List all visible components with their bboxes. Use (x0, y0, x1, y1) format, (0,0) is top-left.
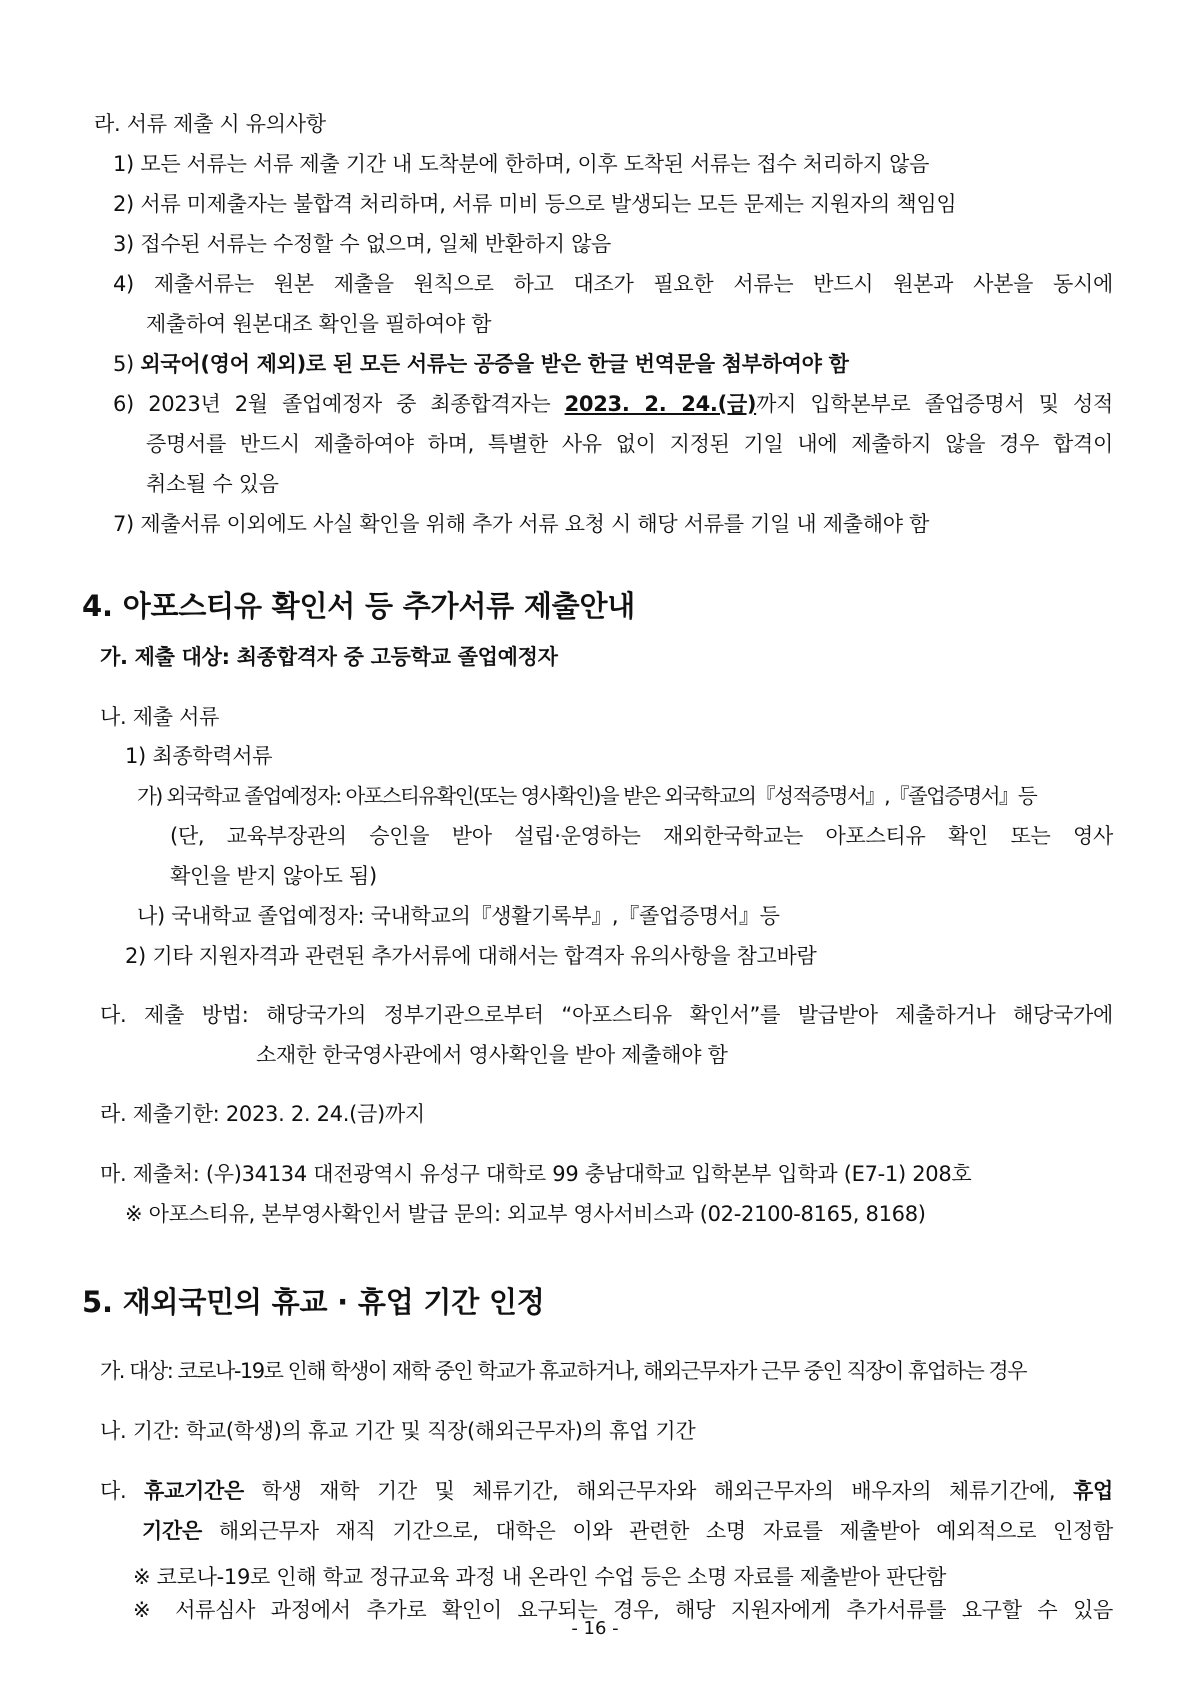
list-item: 3) 접수된 서류는 수정할 수 없으며, 일체 반환하지 않음 (113, 232, 612, 256)
section-heading: 4. 아포스티유 확인서 등 추가서류 제출안내 (82, 589, 636, 623)
subsection-label: 다. (100, 1479, 127, 1503)
list-item-continuation: 증명서를 반드시 제출하여야 하며, 특별한 사유 없이 지정된 기일 내에 제출하지 않을 경우 합격이 (146, 432, 1113, 456)
section-title: 라. 서류 제출 시 유의사항 (94, 112, 326, 136)
item-text: 6) 2023년 2월 졸업예정자 중 최종합격자는 (113, 392, 551, 416)
subsection: 마. 제출처: (우)34134 대전광역시 유성구 대학로 99 충남대학교 입학본부 입학과 (E7-1) 208호 (100, 1162, 972, 1186)
note: ※ 코로나-19로 인해 학교 정규교육 과정 내 온라인 수업 등은 소명 자료를 제출받아 판단함 (133, 1565, 947, 1589)
subsection: 나. 기간: 학교(학생)의 휴교 기간 및 직장(해외근무자)의 휴업 기간 (100, 1419, 696, 1443)
list-item: 가) 외국학교 졸업예정자: 아포스티유확인(또는 영사확인)을 받은 외국학교의『성적증명서』,『졸업증명서』등 (137, 784, 1037, 808)
subsection-text: 해외근무자 재직 기간으로, 대학은 이와 관련한 소명 자료를 제출받아 예외적으로 인정함 (218, 1519, 1113, 1543)
list-item-continuation: (단, 교육부장관의 승인을 받아 설립·운영하는 재외한국학교는 아포스티유 확인 또는 영사 (170, 824, 1113, 848)
list-item (113, 389, 1113, 419)
note: ※ 서류심사 과정에서 추가로 확인이 요구되는 경우, 해당 지원자에게 추가서류를 요구할 수 있음 (133, 1598, 1113, 1622)
subsection: 라. 제출기한: 2023. 2. 24.(금)까지 (100, 1102, 425, 1126)
subsection (100, 1476, 1113, 1506)
list-item-continuation: 확인을 받지 않아도 됨) (170, 864, 377, 888)
subsection: 다. 제출 방법: 해당국가의 정부기관으로부터 “아포스티유 확인서”를 발급받아 제출하거나 해당국가에 (100, 1003, 1113, 1027)
list-item: 2) 기타 지원자격과 관련된 추가서류에 대해서는 합격자 유의사항을 참고바람 (125, 944, 817, 968)
deadline-date: 2023. 2. 24.(금) (564, 392, 757, 416)
bold-term: 휴교기간은 (144, 1479, 244, 1503)
subsection-text: 학생 재학 기간 및 체류기간, 해외근무자와 해외근무자의 배우자의 체류기간에, (261, 1479, 1056, 1503)
subsection: 가. 제출 대상: 최종합격자 중 고등학교 졸업예정자 (100, 645, 558, 669)
bold-term: 기간은 (142, 1519, 202, 1543)
list-item: 1) 모든 서류는 서류 제출 기간 내 도착분에 한하며, 이후 도착된 서류는 접수 처리하지 않음 (113, 152, 930, 176)
subsection: 나. 제출 서류 (100, 705, 220, 729)
bold-term: 휴업 (1072, 1479, 1113, 1503)
list-item-continuation: 취소될 수 있음 (146, 472, 279, 496)
list-item: 7) 제출서류 이외에도 사실 확인을 위해 추가 서류 요청 시 해당 서류를 기일 내 제출해야 함 (113, 512, 930, 536)
bold-notice: 외국어(영어 제외)로 된 모든 서류는 공증을 받은 한글 번역문을 첨부하여야 함 (140, 352, 849, 376)
list-item: 2) 서류 미제출자는 불합격 처리하며, 서류 미비 등으로 발생되는 모든 문제는 지원자의 책임임 (113, 192, 957, 216)
list-item-continuation: 제출하여 원본대조 확인을 필하여야 함 (146, 312, 492, 336)
item-number: 5) (113, 352, 134, 376)
page-number: - 16 - (571, 1618, 619, 1639)
subsection-continuation (142, 1516, 1113, 1546)
list-item (113, 349, 849, 379)
section-heading: 5. 재외국민의 휴교 · 휴업 기간 인정 (82, 1285, 545, 1319)
subsection: 가. 대상: 코로나-19로 인해 학생이 재학 중인 학교가 휴교하거나, 해외근무자가 근무 중인 직장이 휴업하는 경우 (100, 1359, 1026, 1383)
note: ※ 아포스티유, 본부영사확인서 발급 문의: 외교부 영사서비스과 (02-2100-8165, 8168) (125, 1202, 926, 1226)
list-item: 나) 국내학교 졸업예정자: 국내학교의『생활기록부』,『졸업증명서』등 (137, 904, 780, 928)
item-text: 까지 입학본부로 졸업증명서 및 성적 (756, 392, 1113, 416)
list-item: 4) 제출서류는 원본 제출을 원칙으로 하고 대조가 필요한 서류는 반드시 원본과 사본을 동시에 (113, 272, 1113, 296)
subsection-continuation: 소재한 한국영사관에서 영사확인을 받아 제출해야 함 (256, 1043, 728, 1067)
list-item: 1) 최종학력서류 (125, 744, 273, 768)
